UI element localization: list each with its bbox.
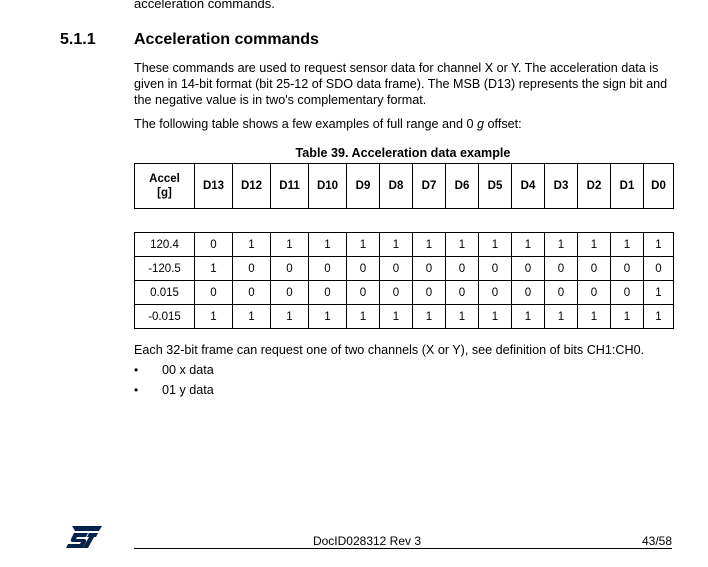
bit-value-cell: 0: [309, 281, 347, 305]
bit-value-cell: 1: [309, 305, 347, 329]
bit-value-cell: 0: [233, 281, 271, 305]
footer-divider: [134, 548, 672, 549]
bit-value-cell: 1: [611, 305, 644, 329]
bit-value-cell: 1: [512, 233, 545, 257]
bit-header: D2: [578, 164, 611, 209]
channel-paragraph: Each 32-bit frame can request one of two channels (X or Y), see definition of bits CH1:CH0.: [134, 343, 645, 357]
accel-value-cell: 0.015: [135, 281, 195, 305]
bit-value-cell: 0: [413, 257, 446, 281]
bit-value-cell: 0: [446, 257, 479, 281]
table-row: [135, 281, 674, 305]
bit-value-cell: 0: [578, 257, 611, 281]
bit-value-cell: 1: [380, 305, 413, 329]
bit-value-cell: 1: [233, 305, 271, 329]
section-title: Acceleration commands: [134, 31, 319, 48]
bit-value-cell: 0: [271, 281, 309, 305]
table-row: [135, 257, 674, 281]
bullet-marker: •: [134, 383, 139, 397]
list-item: [134, 382, 214, 398]
bit-header: D9: [347, 164, 380, 209]
bit-value-cell: 0: [479, 257, 512, 281]
accel-value-cell: 120.4: [135, 233, 195, 257]
bit-value-cell: 0: [380, 257, 413, 281]
bit-header: D6: [446, 164, 479, 209]
bit-value-cell: 0: [347, 257, 380, 281]
bit-value-cell: 0: [233, 257, 271, 281]
bit-header: D0: [644, 164, 674, 209]
accel-header-line1: Accel: [149, 173, 180, 185]
bit-value-cell: 1: [413, 233, 446, 257]
bit-header: D5: [479, 164, 512, 209]
bit-header: D13: [195, 164, 233, 209]
bit-value-cell: 0: [413, 281, 446, 305]
bit-value-cell: 1: [545, 305, 578, 329]
bit-value-cell: 0: [380, 281, 413, 305]
accel-header-line2: [g]: [157, 187, 172, 199]
bit-value-cell: 1: [644, 233, 674, 257]
bit-value-cell: 1: [271, 233, 309, 257]
accel-value-cell: -120.5: [135, 257, 195, 281]
bit-header: D3: [545, 164, 578, 209]
bit-value-cell: 0: [446, 281, 479, 305]
bit-header: D1: [611, 164, 644, 209]
bit-value-cell: 1: [644, 305, 674, 329]
bit-value-cell: 0: [309, 257, 347, 281]
bit-value-cell: 0: [347, 281, 380, 305]
st-logo-icon: [64, 526, 102, 548]
header-spacer: [135, 209, 674, 233]
bit-value-cell: 0: [611, 257, 644, 281]
acceleration-data-table: [134, 163, 674, 329]
bit-value-cell: 1: [446, 233, 479, 257]
table-row: [135, 233, 674, 257]
intro-paragraph: These commands are used to request sensor data for channel X or Y. The acceleration data is given in 14-bit format (bit 25-12 of SDO data frame). The MSB (D13) represents the sign bit and the negative value is in two's complementary format.: [134, 61, 668, 107]
bit-value-cell: 1: [545, 233, 578, 257]
table-row: [135, 305, 674, 329]
bit-value-cell: 0: [644, 257, 674, 281]
bit-value-cell: 1: [413, 305, 446, 329]
bullet-marker: •: [134, 363, 139, 377]
accel-column-header: [135, 164, 195, 209]
previous-text-fragment: acceleration commands.: [134, 0, 275, 11]
page-number: 43/58: [641, 534, 672, 548]
table-header-row: [135, 164, 674, 209]
table-intro-before: The following table shows a few examples of full range and 0: [134, 117, 478, 131]
bit-header: D7: [413, 164, 446, 209]
bit-value-cell: 1: [195, 305, 233, 329]
bit-value-cell: 1: [611, 233, 644, 257]
bit-value-cell: 1: [512, 305, 545, 329]
table-intro-paragraph: [134, 116, 679, 132]
accel-value-cell: -0.015: [135, 305, 195, 329]
bit-value-cell: 1: [380, 233, 413, 257]
table-caption: Table 39. Acceleration data example: [295, 146, 511, 160]
bit-value-cell: 1: [271, 305, 309, 329]
bit-value-cell: 1: [446, 305, 479, 329]
bit-value-cell: 0: [578, 281, 611, 305]
bit-value-cell: 0: [271, 257, 309, 281]
bit-value-cell: 1: [479, 233, 512, 257]
g-unit: g: [477, 117, 485, 131]
bit-value-cell: 0: [545, 257, 578, 281]
bit-value-cell: 1: [479, 305, 512, 329]
bit-header: D10: [309, 164, 347, 209]
bit-value-cell: 1: [578, 305, 611, 329]
bit-header: D12: [233, 164, 271, 209]
bit-value-cell: 1: [347, 233, 380, 257]
bit-value-cell: 0: [195, 281, 233, 305]
bit-value-cell: 1: [233, 233, 271, 257]
bit-value-cell: 0: [512, 257, 545, 281]
bit-value-cell: 0: [611, 281, 644, 305]
list-item-text: 00 x data: [162, 363, 214, 377]
bit-value-cell: 1: [347, 305, 380, 329]
bit-value-cell: 0: [545, 281, 578, 305]
bit-header: D4: [512, 164, 545, 209]
bit-value-cell: 1: [578, 233, 611, 257]
bit-value-cell: 0: [479, 281, 512, 305]
list-item-text: 01 y data: [162, 383, 214, 397]
bit-value-cell: 1: [195, 257, 233, 281]
bit-header: D8: [380, 164, 413, 209]
list-item: [134, 362, 214, 378]
bit-value-cell: 0: [512, 281, 545, 305]
bit-value-cell: 0: [195, 233, 233, 257]
document-id: DocID028312 Rev 3: [312, 534, 422, 548]
bit-header: D11: [271, 164, 309, 209]
bit-value-cell: 1: [644, 281, 674, 305]
table-intro-after: offset:: [484, 117, 522, 131]
section-number: 5.1.1: [60, 31, 96, 48]
bit-value-cell: 1: [309, 233, 347, 257]
